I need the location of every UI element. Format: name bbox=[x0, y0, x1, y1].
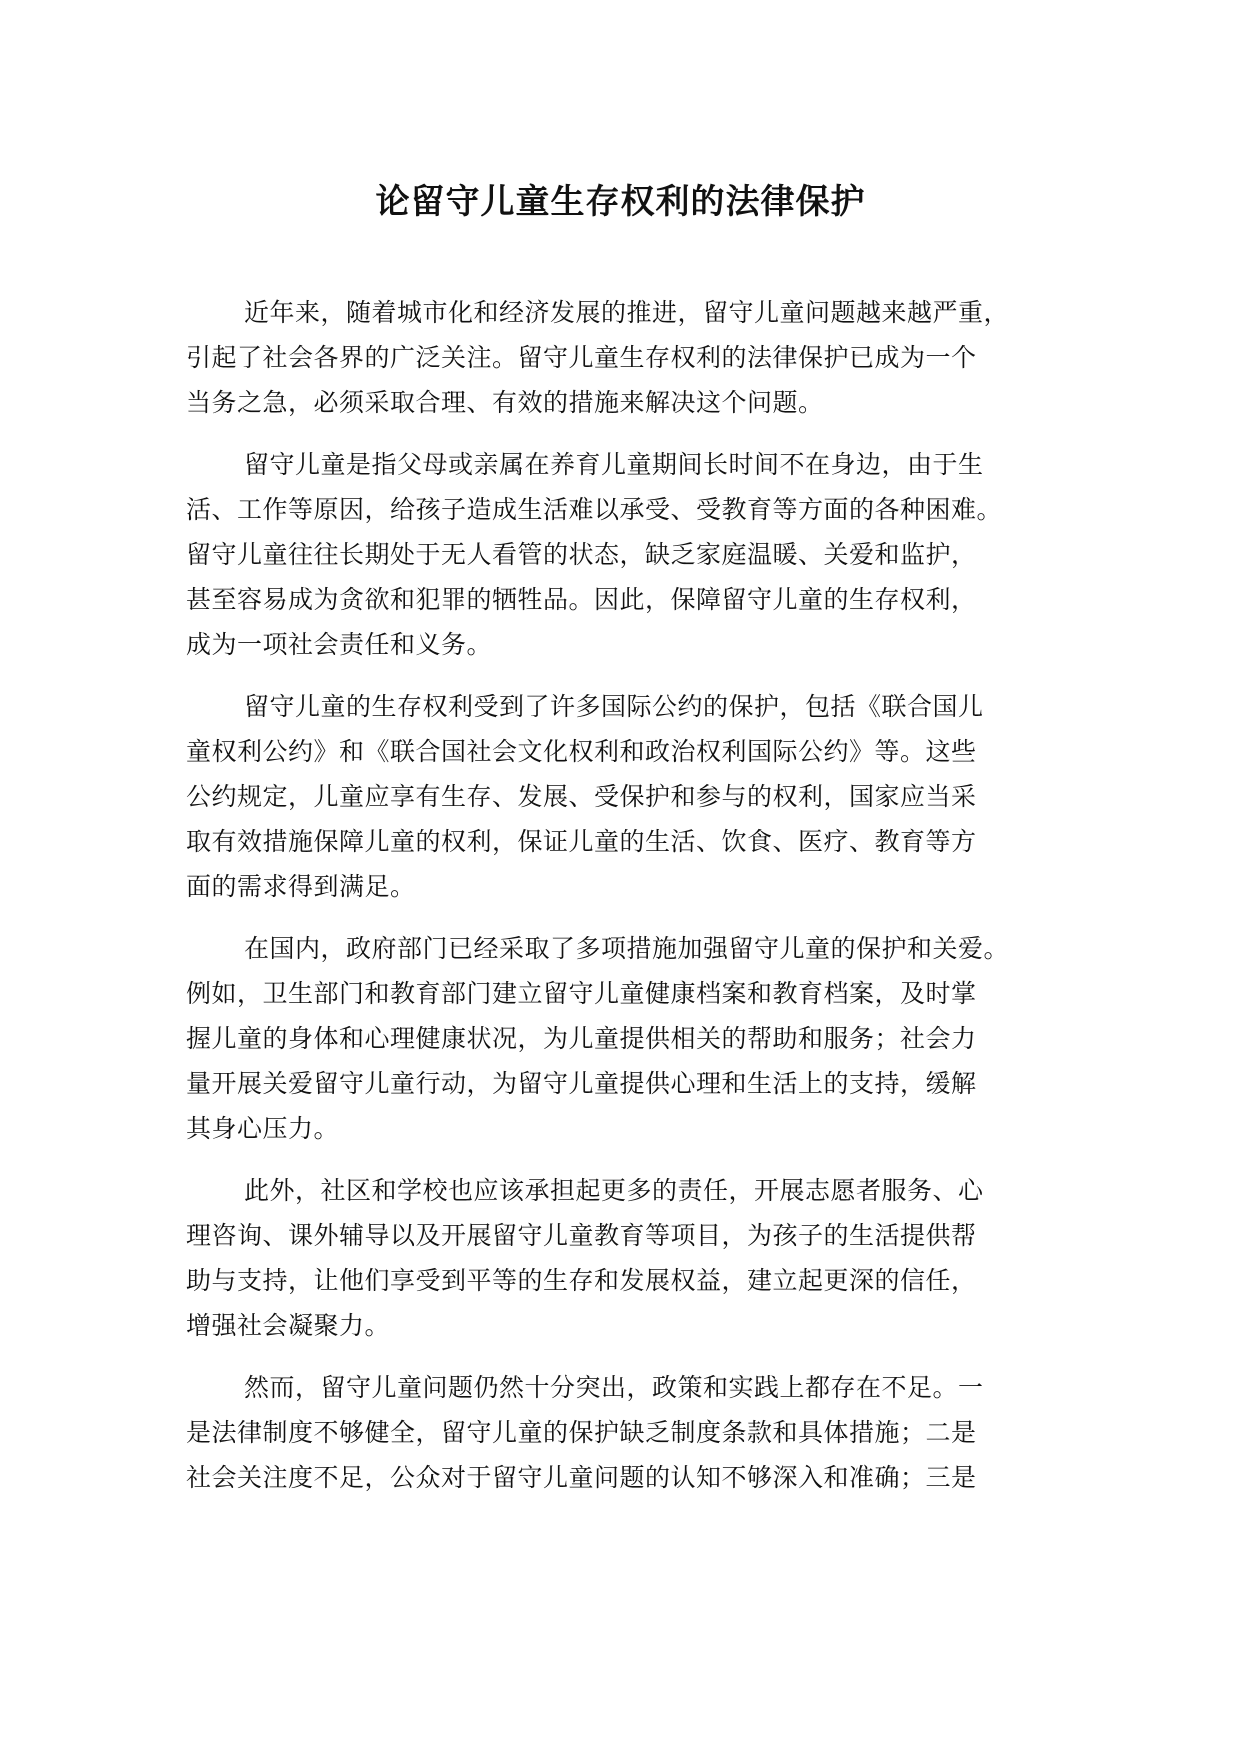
paragraph-line: 童权利公约》和《联合国社会文化权利和政治权利国际公约》等。这些 bbox=[186, 737, 977, 766]
paragraph-line: 然而，留守儿童问题仍然十分突出，政策和实践上都存在不足。一 bbox=[244, 1373, 984, 1402]
paragraph-line: 理咨询、课外辅导以及开展留守儿童教育等项目，为孩子的生活提供帮 bbox=[186, 1221, 977, 1250]
paragraph-line: 握儿童的身体和心理健康状况，为儿童提供相关的帮助和服务；社会力 bbox=[186, 1024, 977, 1053]
paragraph-line: 甚至容易成为贪欲和犯罪的牺牲品。因此，保障留守儿童的生存权利， bbox=[186, 585, 977, 614]
paragraph-line: 是法律制度不够健全，留守儿童的保护缺乏制度条款和具体措施；二是 bbox=[186, 1418, 977, 1447]
paragraph-line: 成为一项社会责任和义务。 bbox=[186, 630, 493, 659]
paragraph-line: 社会关注度不足，公众对于留守儿童问题的认知不够深入和准确；三是 bbox=[186, 1463, 977, 1492]
paragraph-1 bbox=[186, 290, 1066, 425]
paragraph-line: 近年来，随着城市化和经济发展的推进，留守儿童问题越来越严重， bbox=[244, 298, 1010, 327]
paragraph-2 bbox=[186, 442, 1066, 667]
paragraph-line: 公约规定，儿童应享有生存、发展、受保护和参与的权利，国家应当采 bbox=[186, 782, 977, 811]
paragraph-line: 量开展关爱留守儿童行动，为留守儿童提供心理和生活上的支持，缓解 bbox=[186, 1069, 977, 1098]
paragraph-line: 在国内，政府部门已经采取了多项措施加强留守儿童的保护和关爱。 bbox=[244, 934, 1010, 963]
paragraph-line: 助与支持，让他们享受到平等的生存和发展权益，建立起更深的信任， bbox=[186, 1266, 977, 1295]
paragraph-line: 取有效措施保障儿童的权利，保证儿童的生活、饮食、医疗、教育等方 bbox=[186, 827, 977, 856]
paragraph-line: 活、工作等原因，给孩子造成生活难以承受、受教育等方面的各种困难。 bbox=[186, 495, 1003, 524]
paragraph-line: 其身心压力。 bbox=[186, 1114, 340, 1143]
paragraph-line: 引起了社会各界的广泛关注。留守儿童生存权利的法律保护已成为一个 bbox=[186, 343, 977, 372]
paragraph-line: 当务之急，必须采取合理、有效的措施来解决这个问题。 bbox=[186, 388, 824, 417]
paragraph-line: 此外，社区和学校也应该承担起更多的责任，开展志愿者服务、心 bbox=[244, 1176, 984, 1205]
paragraph-5 bbox=[186, 1168, 1066, 1348]
paragraph-6 bbox=[186, 1365, 1066, 1500]
paragraph-line: 留守儿童是指父母或亲属在养育儿童期间长时间不在身边，由于生 bbox=[244, 450, 984, 479]
paragraph-line: 留守儿童往往长期处于无人看管的状态，缺乏家庭温暖、关爱和监护， bbox=[186, 540, 977, 569]
document-title: 论留守儿童生存权利的法律保护 bbox=[375, 182, 866, 222]
paragraph-line: 增强社会凝聚力。 bbox=[186, 1311, 391, 1340]
paragraph-4 bbox=[186, 926, 1066, 1151]
paragraph-line: 例如，卫生部门和教育部门建立留守儿童健康档案和教育档案，及时掌 bbox=[186, 979, 977, 1008]
paragraph-line: 面的需求得到满足。 bbox=[186, 872, 416, 901]
document-body bbox=[186, 290, 1066, 1517]
paragraph-line: 留守儿童的生存权利受到了许多国际公约的保护，包括《联合国儿 bbox=[244, 692, 984, 721]
paragraph-3 bbox=[186, 684, 1066, 909]
